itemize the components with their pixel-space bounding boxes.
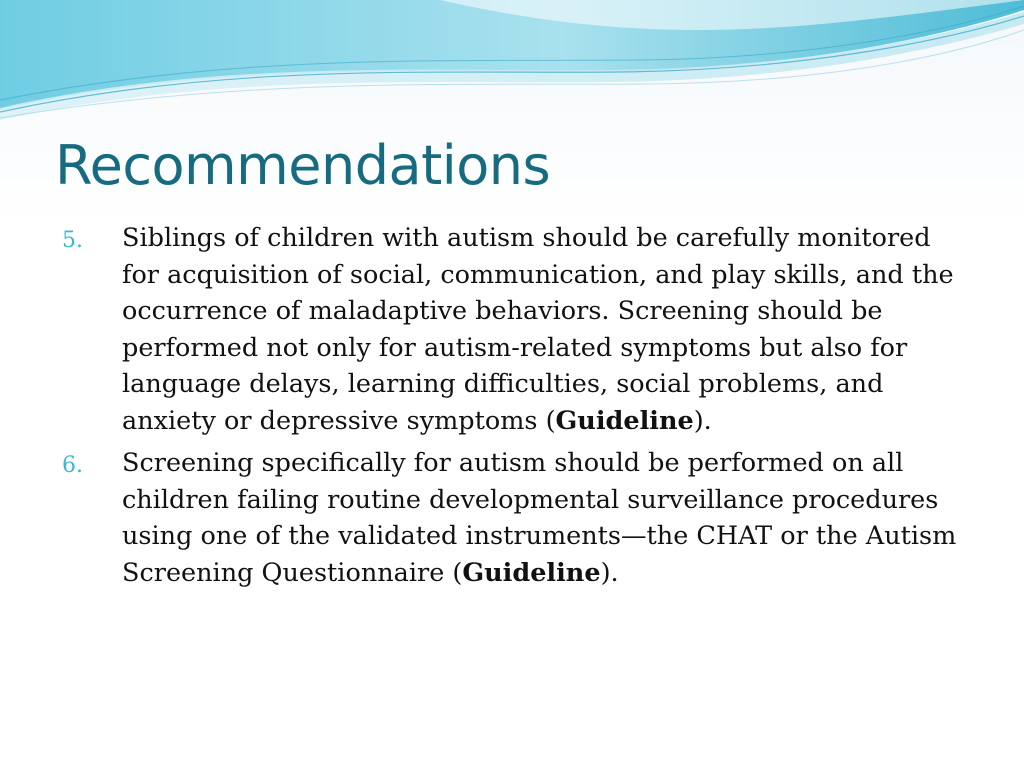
list-item-number: 6. bbox=[62, 453, 83, 478]
list-item-tail: ). bbox=[693, 405, 712, 436]
list-item bbox=[0, 220, 1024, 439]
list-item-number: 5. bbox=[62, 228, 83, 253]
header-wave-decoration bbox=[0, 0, 1024, 130]
list-item-text: Siblings of children with autism should be carefully monitored for acquisition of social, communication, and play skills, and the occurrence of maladaptive behaviors. Screening should be performed not only for autism-related symptoms but also for language delays, learning difficulties, social problems, and anxiety or depressive symptoms ( bbox=[122, 223, 954, 436]
list-item-text: Screening specifically for autism should be performed on all children failing routine developmental surveillance procedures using one of the validated instruments—the CHAT or the Autism Screening Questionnaire ( bbox=[122, 448, 957, 588]
list-item bbox=[0, 445, 1024, 591]
list-item-bold: Guideline bbox=[462, 557, 601, 588]
list-item-tail: ). bbox=[600, 557, 619, 588]
slide-title: Recommendations bbox=[55, 134, 551, 197]
list-item-bold: Guideline bbox=[555, 405, 694, 436]
recommendation-list bbox=[0, 220, 1024, 597]
